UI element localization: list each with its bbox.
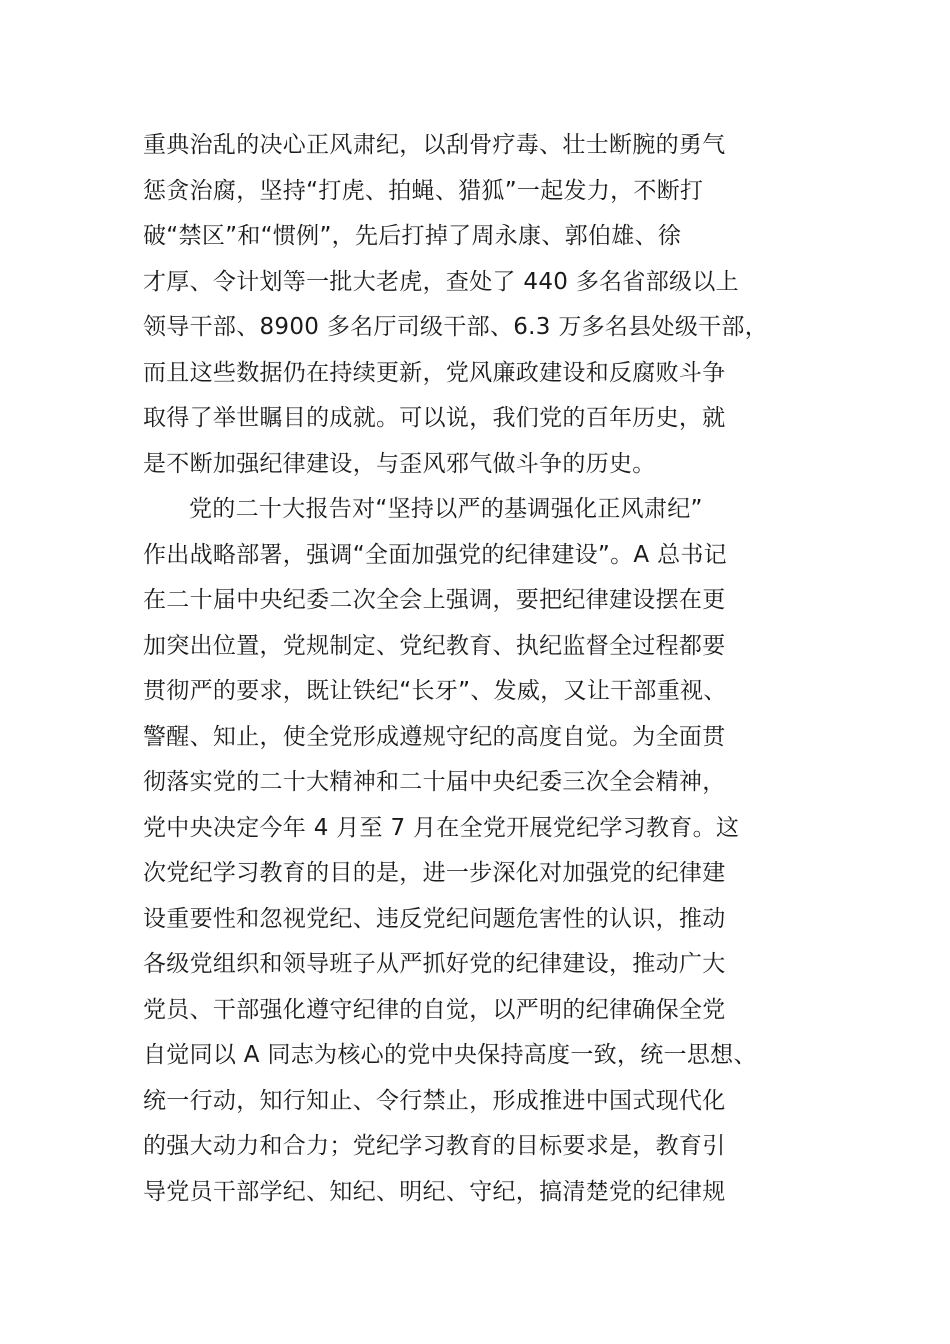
document-body (143, 123, 823, 1215)
text-line: 党员、干部强化遵守纪律的自觉，以严明的纪律确保全党 (143, 996, 726, 1023)
text-line: 导党员干部学纪、知纪、明纪、守纪，搞清楚党的纪律规 (143, 1178, 726, 1205)
text-line-indented: 党的二十大报告对“坚持以严的基调强化正风肃纪” (189, 496, 703, 522)
text-line: 破“禁区”和“惯例”，先后打掉了周永康、郭伯雄、徐 (143, 223, 682, 249)
text-line: 各级党组织和领导班子从严抓好党的纪律建设，推动广大 (143, 951, 726, 977)
text-line: 贯彻严的要求，既让铁纪“长牙”、发威，又让干部重视、 (143, 678, 727, 704)
text-line: 彻落实党的二十大精神和二十届中央纪委三次全会精神， (143, 769, 726, 795)
text-line: 才厚、令计划等一批大老虎，查处了 440 多名省部级以上 (143, 268, 739, 295)
text-line: 党中央决定今年 4 月至 7 月在全党开展党纪学习教育。这 (143, 814, 740, 841)
text-line: 领导干部、8900 多名厅司级干部、6.3 万多名县处级干部， (143, 314, 769, 340)
text-line: 是不断加强纪律建设，与歪风邪气做斗争的历史。 (143, 450, 656, 477)
text-line: 惩贪治腐，坚持“打虎、拍蝇、猎狐”一起发力，不断打 (143, 177, 704, 204)
paragraph-2 (143, 487, 823, 1215)
paragraph-1 (143, 123, 823, 487)
text-line: 次党纪学习教育的目的是，进一步深化对加强党的纪律建 (143, 860, 726, 886)
text-line: 作出战略部署，强调“全面加强党的纪律建设”。A 总书记 (143, 541, 727, 568)
text-line: 自觉同以 A 同志为核心的党中央保持高度一致，统一思想、 (143, 1042, 757, 1068)
text-line: 在二十届中央纪委二次全会上强调，要把纪律建设摆在更 (143, 587, 726, 613)
text-line: 取得了举世瞩目的成就。可以说，我们党的百年历史，就 (143, 405, 726, 431)
text-line: 而且这些数据仍在持续更新，党风廉政建设和反腐败斗争 (143, 359, 726, 386)
text-line: 重典治乱的决心正风肃纪，以刮骨疗毒、壮士断腕的勇气 (143, 132, 726, 158)
text-line: 加突出位置，党规制定、党纪教育、执纪监督全过程都要 (143, 632, 726, 659)
text-line: 的强大动力和合力；党纪学习教育的目标要求是，教育引 (143, 1133, 726, 1159)
text-line: 警醒、知止，使全党形成遵规守纪的高度自觉。为全面贯 (143, 723, 726, 750)
text-line: 统一行动，知行知止、令行禁止，形成推进中国式现代化 (143, 1087, 726, 1114)
text-line: 设重要性和忽视党纪、违反党纪问题危害性的认识，推动 (143, 905, 726, 932)
